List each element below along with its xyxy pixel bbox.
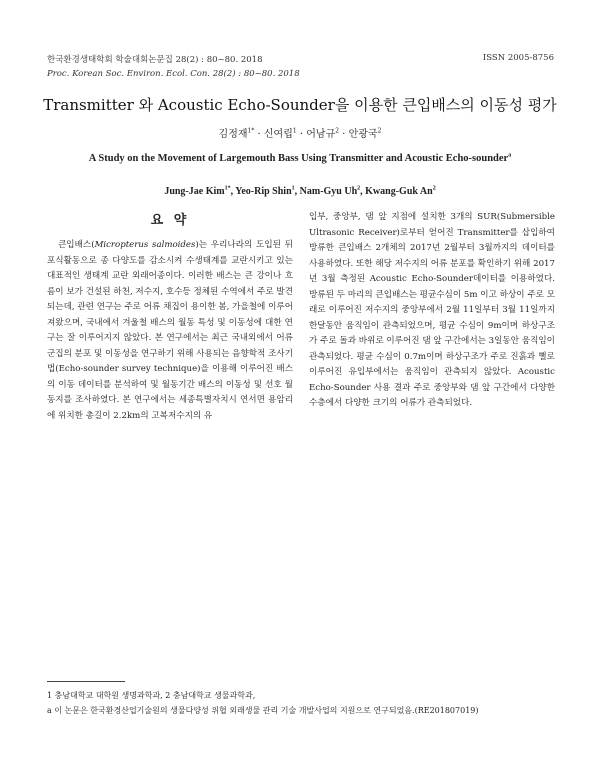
authors-en: Jung-Jae Kim$^{1*}$, Yeo-Rip Shin$^1$, Nam-Gyu Uh$^2$, Kwang-Guk An$^2$ bbox=[164, 185, 436, 197]
journal-header bbox=[47, 53, 300, 81]
abstract-left-text: )는 우리나라의 도입된 뒤 포식활동으로 종 다양도를 감소시켜 수생태계를 교란시키고 있는 대표적인 생태계 교란 외래어종이다. 이러한 배스는 큰 강이나 흐름이 보가 건설된 하천, 저수지, 호수등 정체된 수역에서 주로 발견되는데, 관련 연구는 주로 어류 채집이 용이한 봄, 가을철에 이루어져왔으며, 국내에서 겨울철 배스의 월동 특성 및 이동성에 대한 연구는 잘 이루어지지 않았다. 본 연구에서는 최근 국내외에서 어류군집의 분포 및 이동성을 연구하기 위해 사용되는 음향학적 조사기법(Echo-sounder survey technique)을 이용해 이루어진 배스의 이동 데이터를 분석하여 및 월동기간 배스의 이동성 및 선호 월동지를 조사하였다. 본 연구에서는 세종특별자치시 연서면 용암리에 위치한 총길이 2.2km의 고복저수지의 유 bbox=[47, 240, 293, 421]
authors-ko: 김정재$^{1*}$ · 신여립$^1$ · 어남규$^2$ · 안광국$^2$ bbox=[218, 127, 382, 140]
abstract-left-text-start: 큰입배스( bbox=[58, 240, 95, 250]
abstract-left-column bbox=[47, 238, 293, 424]
species-name: Micropterus salmoides bbox=[94, 240, 196, 250]
paper-title-en bbox=[0, 153, 600, 164]
journal-title-ko: 한국환경생태학회 학술대회논문집 28(2) : 80~80. 2018 bbox=[47, 55, 263, 65]
footnote-divider bbox=[47, 681, 125, 682]
issn: ISSN 2005-8756 bbox=[482, 53, 554, 63]
journal-title-en: Proc. Korean Soc. Environ. Ecol. Con. 28(2) : 80~80. 2018 bbox=[47, 69, 300, 79]
abstract-right-column: 입부, 중앙부, 댐 앞 지점에 설치한 3개의 SUR(Submersible Ultrasonic Receiver)로부터 얻어진 Transmitter를 삽입하여 방류한 큰입배스 2개체의 2017년 2월부터 3월까지의 데이터를 사용하였다. 또한 해당 저수지의 어류 분포를 확인하기 위해 2017년 3월 측정된 Acoustic Echo-Sounder데이터를 이용하였다. 방류된 두 마리의 큰입배스는 평균수심이 5m 이고 하상이 주로 모래로 이루어진 저수지의 중앙부에서 2월 11일부터 3월 11일까지 한달동안 움직임이 관측되었으며, 평균 수심이 9m이며 하상구조가 주로 돌과 바위로 이루어진 댐 앞 구간에서는 3일동안 움직임이 관측되었다. 평균 수심이 0.7m이며 하상구조가 주로 진흙과 뻘로 이루어진 유입부에서는 움직임이 관측되지 않았다. Acoustic Echo-Sounder 사용 결과 주로 중앙부와 댐 앞 구간에서 다양한 수층에서 다양한 크기의 어류가 관측되었다. bbox=[309, 212, 555, 408]
footnote-funding: a 이 논문은 한국환경산업기술원의 생물다양성 위협 외래생물 관리 기술 개발사업의 지원으로 연구되었음.(RE201807019) bbox=[47, 706, 479, 715]
paper-title-en-text: A Study on the Movement of Largemouth Bass Using Transmitter and Acoustic Echo-sounder bbox=[88, 153, 509, 164]
abstract-heading: 요 약 bbox=[150, 213, 190, 228]
paper-title-ko: Transmitter 와 Acoustic Echo-Sounder을 이용한 큰입배스의 이동성 평가 bbox=[43, 96, 557, 114]
footnote-affiliations: 1 충남대학교 대학원 생명과학과, 2 충남대학교 생물과학과, bbox=[47, 691, 256, 700]
title-footnote-mark: a bbox=[508, 152, 512, 159]
